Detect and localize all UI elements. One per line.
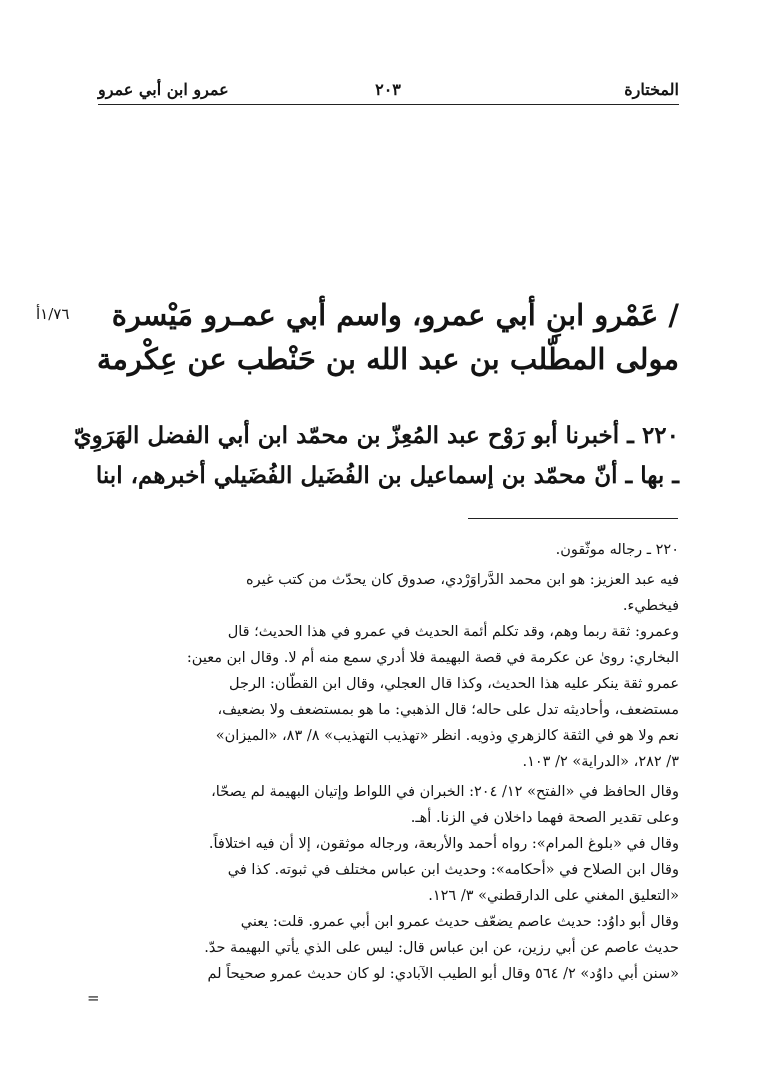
footnote-line: وعلى تقدير الصحة فهما داخلان في الزنا. أهـ. [410,810,679,826]
body-text-line-1: ٢٢٠ ـ أخبرنا أبو رَوْح عبد المُعِزّ بن محمّد ابن أبي الفضل الهَرَوِيّ [73,422,679,449]
footnote-line: وقال ابن الصلاح في «أحكامه»: وحديث ابن عباس مختلف في ثبوته. كذا في [227,862,679,878]
footnote-line: عمرو ثقة ينكر عليه هذا الحديث، وكذا قال العجلي، وقال ابن القطّان: الرجل [229,676,679,692]
footnote-line: وعمرو: ثقة ربما وهم، وقد تكلم أئمة الحديث في عمرو في هذا الحديث؛ قال [227,624,679,640]
footnote-line: «سنن أبي داوُد» ٢/ ٥٦٤ وقال أبو الطيب الآبادي: لو كان حديث عمرو صحيحاً لم [207,966,679,982]
footnote-line: وقال الحافظ في «الفتح» ١٢/ ٢٠٤: الخبران في اللواط وإتيان البهيمة لم يصحّا، [211,784,679,800]
running-chapter-name: عمرو ابن أبي عمرو [98,80,229,99]
footnote-line: ٣/ ٢٨٢، «الدراية» ٢/ ١٠٣. [522,754,679,770]
footnote-continuation-marker: = [87,989,100,1007]
footnote-line: مستضعف، وأحاديثه تدل على حاله؛ قال الذهبي: ما هو بمستضعف ولا بضعيف، [217,702,679,718]
page-number: ٢٠٣ [375,80,401,99]
footnote-separator [468,518,678,519]
footnote-line: حديث عاصم عن أبي رزين، عن ابن عباس قال: ليس على الذي يأتي البهيمة حدّ. [204,940,679,956]
footnote-line: وقال في «بلوغ المرام»: رواه أحمد والأربعة، ورجاله موثقون، إلا أن فيه اختلافاً. [208,836,679,852]
footnote-line: البخاري: رویٰ عن عكرمة في قصة البهيمة فلا أدري سمع منه أم لا. وقال ابن معين: [186,650,679,666]
body-text-line-2: ـ بها ـ أنّ محمّد بن إسماعيل بن الفُضَيل الفُضَيلي أخبرهم، ابنا [95,462,679,489]
section-title-line-1: / عَمْرو ابنِ أبي عمرو، واسم أبي عمـرو مَيْسرة [111,298,679,332]
footnote-line: ٢٢٠ ـ رجاله موثّقون. [555,542,679,558]
footnote-line: «التعليق المغني على الدارقطني» ٣/ ١٢٦. [428,888,679,904]
running-book-title: المختارة [624,80,679,99]
manuscript-folio-reference: ١/٧٦أ [36,305,70,323]
footnote-line: وقال أبو داوُد: حديث عاصم يضعّف حديث عمرو ابن أبي عمرو. قلت: يعني [240,914,679,930]
footnote-line: فيخطيء. [622,598,679,614]
header-rule [98,104,679,105]
footnote-line: نعم ولا هو في الثقة كالزهري وذويه. انظر «تهذيب التهذيب» ٨/ ٨٣، «الميزان» [215,728,679,744]
section-title-line-2: مولى المطّلب بن عبد الله بن حَنْطب عن عِكْرمة [96,342,679,376]
footnote-line: فيه عبد العزيز: هو ابن محمد الدَّراوَرْدي، صدوق كان يحدّث من كتب غيره [245,572,679,588]
